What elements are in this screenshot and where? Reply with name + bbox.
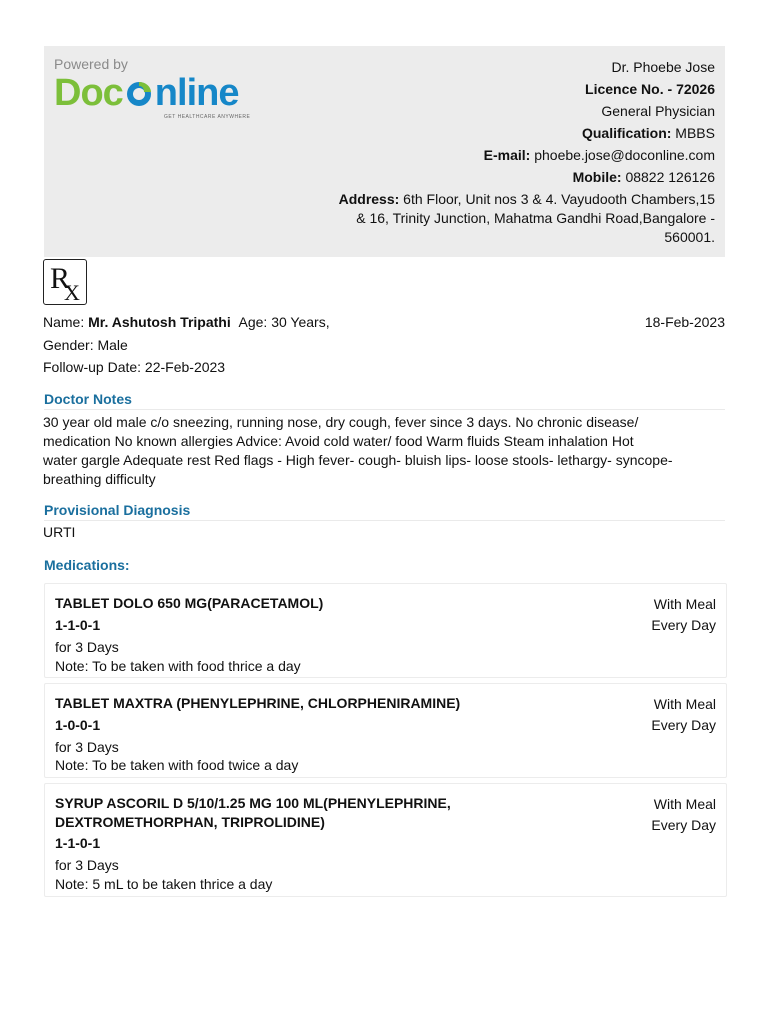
medication-note: Note: To be taken with food twice a day bbox=[55, 757, 299, 773]
medication-name-line-1: SYRUP ASCORIL D 5/10/1.25 MG 100 ML(PHENYLEPHRINE, bbox=[55, 795, 451, 811]
medication-schedule bbox=[651, 594, 716, 636]
doctor-specialty: General Physician bbox=[601, 103, 715, 119]
patient-gender: Gender: Male bbox=[43, 337, 128, 353]
mobile-label: Mobile: bbox=[572, 169, 622, 185]
medication-frequency: Every Day bbox=[651, 817, 716, 833]
brand-block bbox=[54, 56, 250, 120]
rx-icon bbox=[43, 259, 87, 305]
medication-card bbox=[44, 783, 727, 897]
medication-frequency: Every Day bbox=[651, 617, 716, 633]
rx-symbol-glyph bbox=[44, 260, 86, 304]
medication-dose: 1-1-0-1 bbox=[55, 617, 101, 633]
qualification-row bbox=[295, 122, 715, 144]
doctor-notes-text bbox=[43, 413, 723, 489]
medication-dose: 1-1-0-1 bbox=[55, 835, 101, 851]
medication-duration: for 3 Days bbox=[55, 639, 119, 655]
medication-schedule bbox=[651, 694, 716, 736]
email-label: E-mail: bbox=[483, 147, 531, 163]
medication-dose: 1-0-0-1 bbox=[55, 717, 101, 733]
patient-age: Age: 30 Years, bbox=[238, 314, 330, 330]
medication-schedule bbox=[651, 794, 716, 836]
mobile-row bbox=[295, 166, 715, 188]
medication-frequency: Every Day bbox=[651, 717, 716, 733]
medication-card bbox=[44, 683, 727, 778]
doconline-logo bbox=[54, 74, 250, 112]
mobile-value: 08822 126126 bbox=[621, 169, 715, 185]
patient-name: Mr. Ashutosh Tripathi bbox=[88, 314, 231, 330]
notes-line-3: water gargle Adequate rest Red flags - High fever- cough- bluish lips- loose stools- lethargy- syncope- bbox=[43, 452, 673, 468]
medication-name-line-1: TABLET DOLO 650 MG(PARACETAMOL) bbox=[55, 595, 324, 611]
address-line-1 bbox=[295, 190, 715, 209]
medication-card bbox=[44, 583, 727, 678]
address-line-2: & 16, Trinity Junction, Mahatma Gandhi Road,Bangalore - bbox=[356, 210, 715, 226]
powered-by-label: Powered by bbox=[54, 56, 128, 72]
licence-row bbox=[295, 78, 715, 100]
medication-note: Note: To be taken with food thrice a day bbox=[55, 658, 301, 674]
medication-meal: With Meal bbox=[653, 596, 716, 612]
qualification-label: Qualification: bbox=[581, 125, 672, 141]
patient-name-row bbox=[43, 314, 725, 330]
email-value: phoebe.jose@doconline.com bbox=[530, 147, 715, 163]
medication-note: Note: 5 mL to be taken thrice a day bbox=[55, 876, 273, 892]
licence-label: Licence No. - bbox=[585, 81, 677, 97]
svg-text:R: R bbox=[50, 262, 71, 295]
licence-value: 72026 bbox=[676, 81, 715, 97]
svg-text:X: X bbox=[64, 280, 80, 304]
diagnosis-value: URTI bbox=[43, 524, 76, 540]
logo-tagline: GET HEALTHCARE ANYWHERE bbox=[164, 114, 251, 120]
notes-line-4: breathing difficulty bbox=[43, 471, 156, 487]
email-row bbox=[295, 144, 715, 166]
diagnosis-title: Provisional Diagnosis bbox=[44, 502, 725, 521]
address-line-3: 560001. bbox=[664, 229, 715, 245]
medication-name-line-1: TABLET MAXTRA (PHENYLEPHRINE, CHLORPHENIRAMINE) bbox=[55, 695, 461, 711]
medications-title: Medications: bbox=[44, 557, 130, 573]
logo-doc-text: Doc bbox=[54, 72, 123, 114]
address-label: Address: bbox=[338, 191, 400, 207]
medication-name bbox=[55, 594, 515, 613]
doctor-notes-title: Doctor Notes bbox=[44, 391, 725, 410]
medication-meal: With Meal bbox=[653, 696, 716, 712]
notes-line-1: 30 year old male c/o sneezing, running nose, dry cough, fever since 3 days. No chronic disease/ bbox=[43, 414, 639, 430]
medication-name bbox=[55, 694, 515, 713]
prescription-header bbox=[44, 46, 725, 257]
medication-duration: for 3 Days bbox=[55, 739, 119, 755]
patient-name-label: Name: bbox=[43, 314, 85, 330]
logo-o-icon bbox=[124, 78, 154, 108]
prescription-date: 18-Feb-2023 bbox=[644, 314, 725, 330]
doctor-info bbox=[295, 56, 715, 247]
medication-duration: for 3 Days bbox=[55, 857, 119, 873]
medication-name bbox=[55, 794, 515, 832]
qualification-value: MBBS bbox=[671, 125, 715, 141]
logo-online-text: nline bbox=[154, 72, 239, 114]
doctor-name: Dr. Phoebe Jose bbox=[611, 59, 715, 75]
medication-name-line-2: DEXTROMETHORPHAN, TRIPROLIDINE) bbox=[55, 814, 325, 830]
address-block bbox=[295, 190, 715, 247]
medication-meal: With Meal bbox=[653, 796, 716, 812]
followup-date: Follow-up Date: 22-Feb-2023 bbox=[43, 359, 226, 375]
address-line-1-text: 6th Floor, Unit nos 3 & 4. Vayudooth Chambers,15 bbox=[399, 191, 715, 207]
notes-line-2: medication No known allergies Advice: Avoid cold water/ food Warm fluids Steam inhalation Hot bbox=[43, 433, 634, 449]
